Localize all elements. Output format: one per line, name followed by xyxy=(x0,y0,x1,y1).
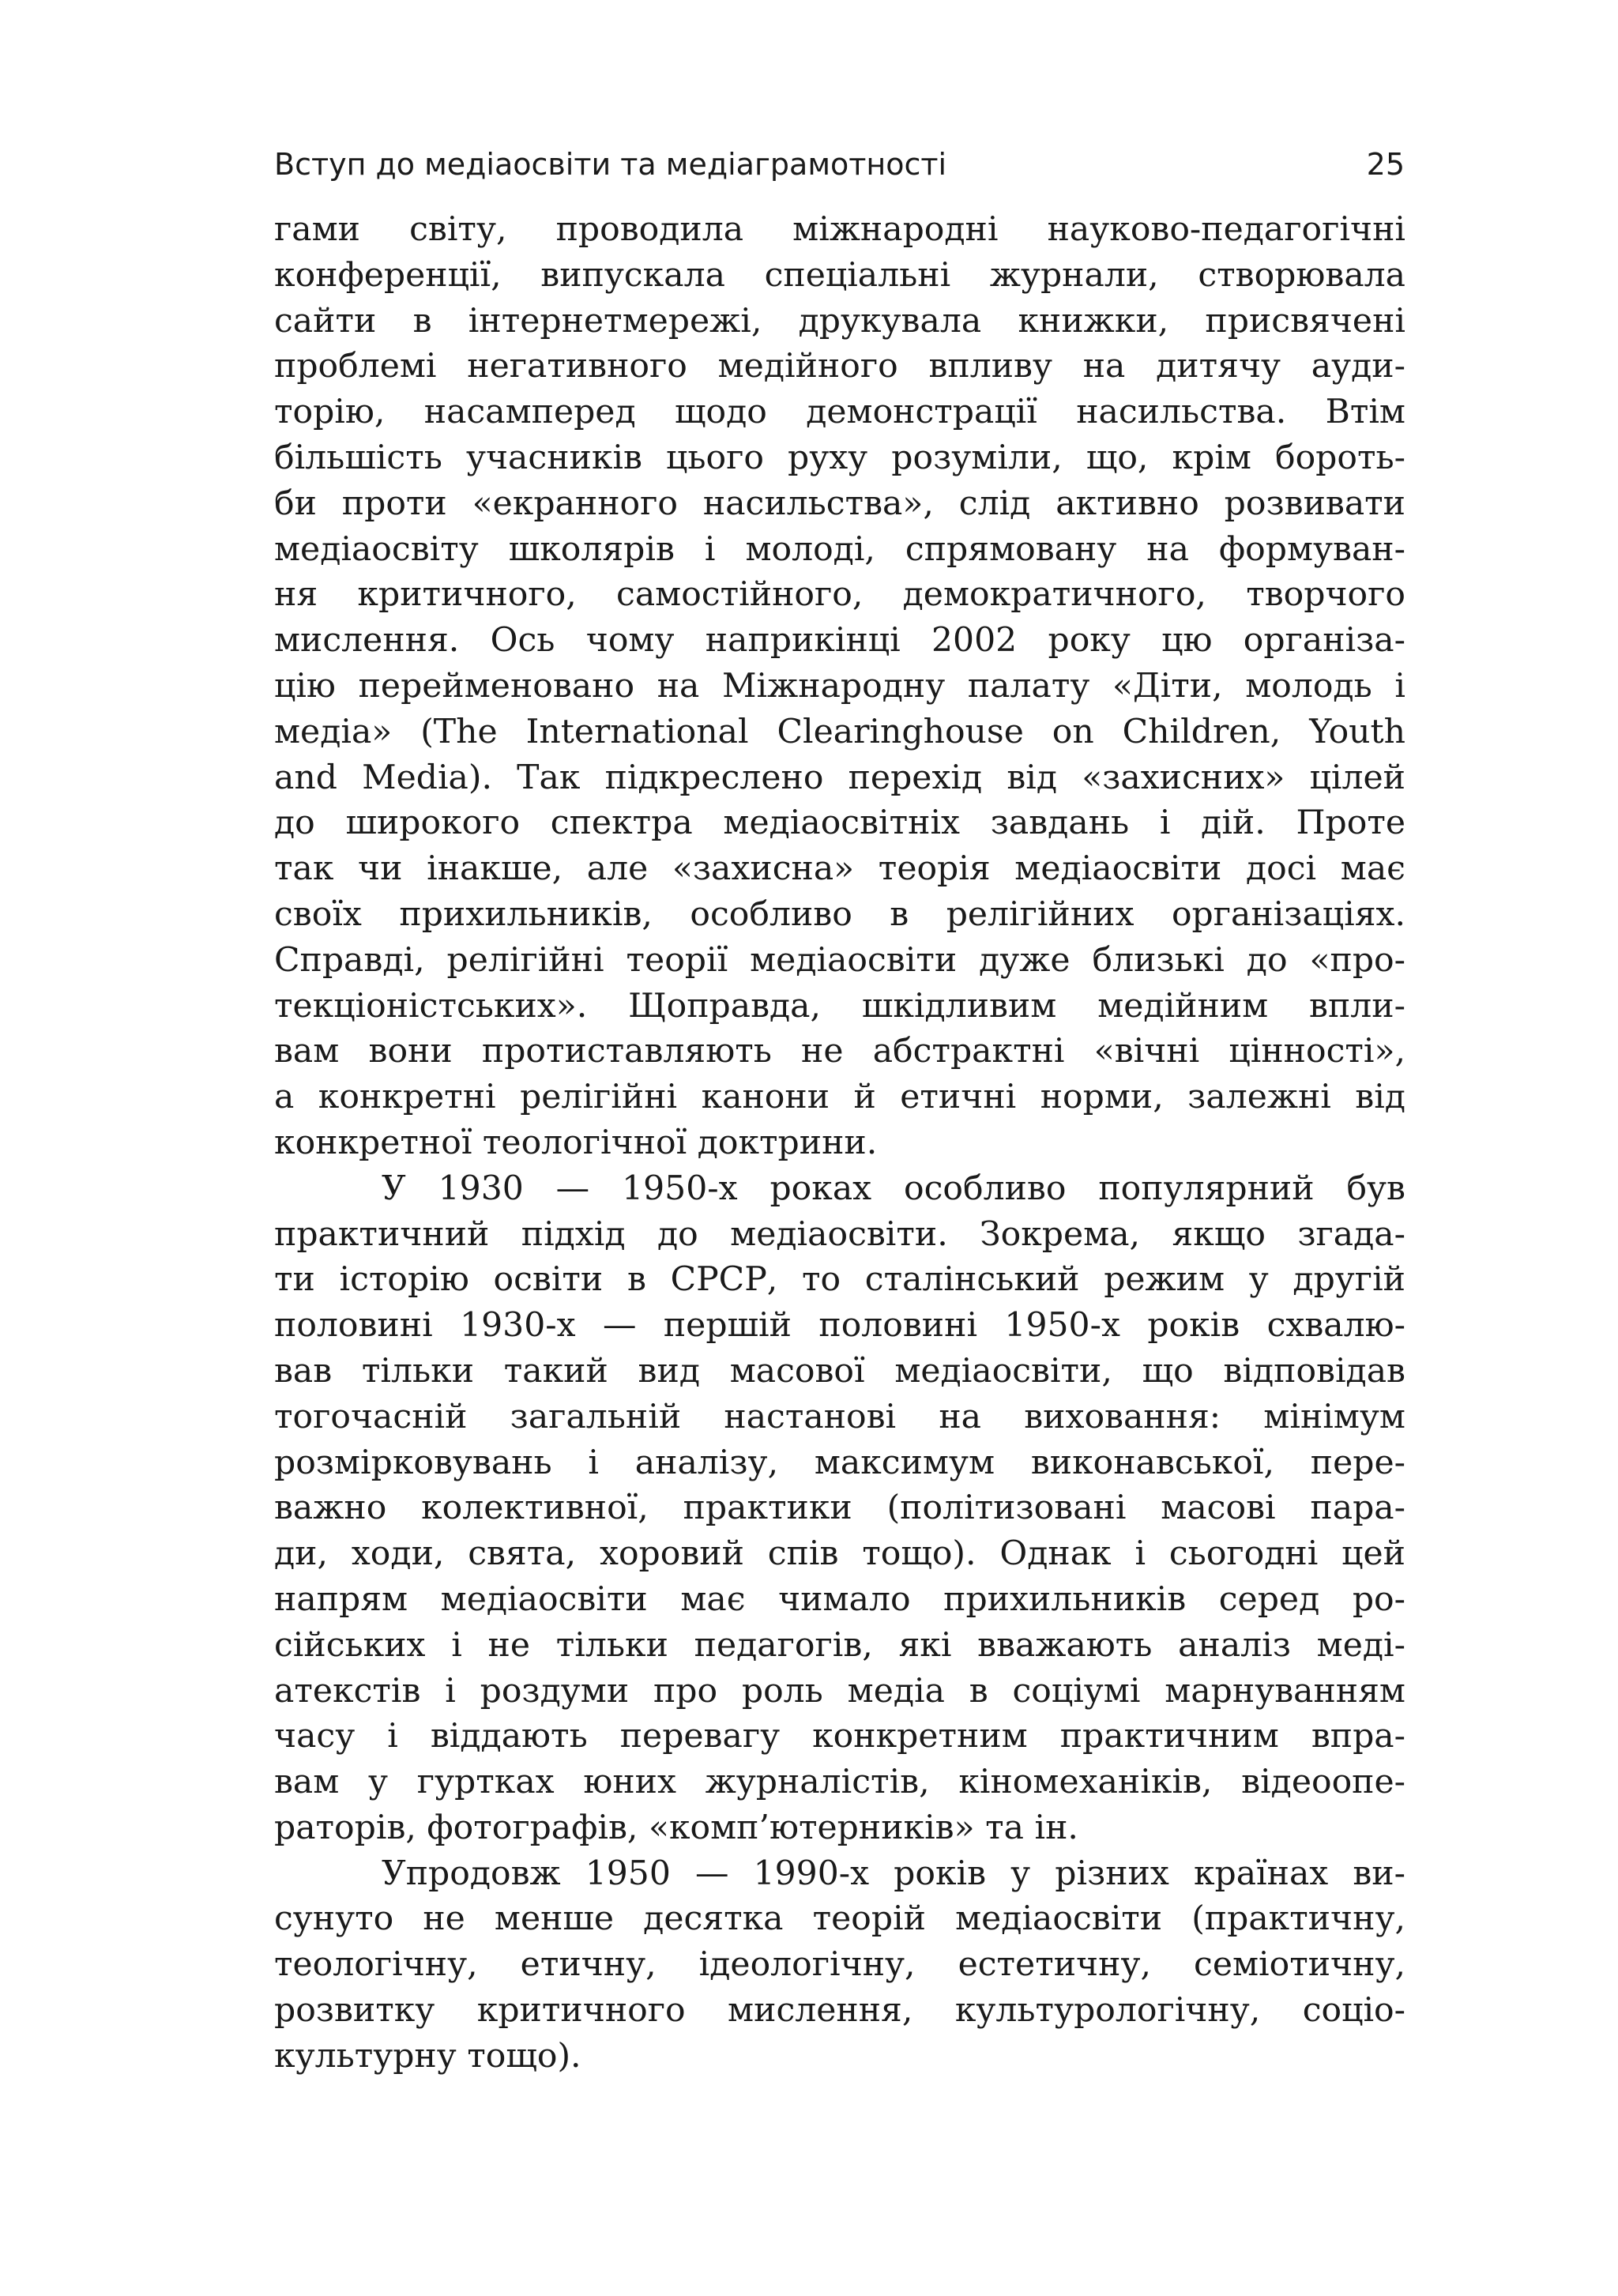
text-line: У 1930 — 1950-х роках особливо популярний був xyxy=(382,1169,1405,1208)
text-line: ди, ходи, свята, хоровий спів тощо). Однак і сьогодні цей xyxy=(274,1534,1405,1574)
paragraph xyxy=(274,207,1405,1166)
text-line: сунуто не менше десятка теорій медіаосвіти (практичну, xyxy=(274,1899,1405,1939)
text-line: теологічну, етичну, ідеологічну, естетичну, семіотичну, xyxy=(274,1945,1405,1985)
text-line: Справді, релігійні теорії медіаосвіти дуже близькі до «про- xyxy=(274,940,1405,980)
text-line: атекстів і роздуми про роль медіа в соціумі марнуванням xyxy=(274,1671,1405,1711)
text-line: до широкого спектра медіаосвітніх завдань і дій. Проте xyxy=(274,804,1405,843)
text-line: раторів, фотографів, «комп’ютерників» та ін. xyxy=(274,1808,1078,1847)
text-line: цію перейменовано на Міжнародну палату «Діти, молодь і xyxy=(274,666,1405,706)
body-text xyxy=(274,207,1405,2080)
text-line: медіа» (The International Clearinghouse on Children, Youth xyxy=(274,712,1405,751)
text-line: and Media). Так підкреслено перехід від «захисних» цілей xyxy=(274,758,1405,797)
text-line: важно колективної, практики (політизовані масові пара- xyxy=(274,1489,1405,1528)
text-line: тогочасній загальній настанові на виховання: мінімум xyxy=(274,1397,1405,1436)
page-number: 25 xyxy=(1366,147,1405,182)
text-line: сайти в інтернетмережі, друкувала книжки, присвячені xyxy=(274,301,1405,341)
text-line: практичний підхід до медіаосвіти. Зокрема, якщо згада- xyxy=(274,1214,1405,1254)
text-line: ти історію освіти в СРСР, то сталінський режим у другій xyxy=(274,1260,1405,1300)
paragraph xyxy=(274,1851,1405,2080)
text-line: вам вони протиставляють не абстрактні «вічні цінності», xyxy=(274,1032,1405,1071)
text-line: розмірковувань і аналізу, максимум виконавської, пере- xyxy=(274,1443,1405,1482)
running-header xyxy=(274,147,1405,194)
text-line: а конкретні релігійні канони й етичні норми, залежні від xyxy=(274,1078,1405,1117)
text-line: більшість учасників цього руху розуміли, що, крім бороть- xyxy=(274,438,1405,477)
text-line: своїх прихильників, особливо в релігійних організаціях. xyxy=(274,894,1405,934)
running-title: Вступ до медіаосвіти та медіаграмотності xyxy=(274,147,947,182)
text-line: часу і віддають перевагу конкретним практичним впра- xyxy=(274,1717,1405,1756)
text-line: вав тільки такий вид масової медіаосвіти, що відповідав xyxy=(274,1351,1405,1391)
text-line: мислення. Ось чому наприкінці 2002 року цю організа- xyxy=(274,621,1405,661)
text-line: гами світу, проводила міжнародні науково-педагогічні xyxy=(274,210,1405,249)
text-line: торію, насамперед щодо демонстрації насильства. Втім xyxy=(274,393,1405,432)
text-line: вам у гуртках юних журналістів, кіномеханіків, відеоопе- xyxy=(274,1763,1405,1802)
text-line: Упродовж 1950 — 1990-х років у різних країнах ви- xyxy=(382,1854,1405,1893)
text-line: конференції, випускала спеціальні журнали, створювала xyxy=(274,255,1405,295)
text-line: половині 1930-х — першій половині 1950-х років схвалю- xyxy=(274,1306,1405,1346)
text-line: би проти «екранного насильства», слід активно розвивати xyxy=(274,484,1405,523)
text-line: проблемі негативного медійного впливу на дитячу ауди- xyxy=(274,347,1405,386)
text-line: ня критичного, самостійного, демократичного, творчого xyxy=(274,575,1405,615)
text-line: так чи інакше, але «захисна» теорія медіаосвіти досі має xyxy=(274,849,1405,889)
text-line: розвитку критичного мислення, культурологічну, соціо- xyxy=(274,1991,1405,2031)
text-line: культурну тощо). xyxy=(274,2036,581,2076)
text-line: сійських і не тільки педагогів, які вважають аналіз меді- xyxy=(274,1625,1405,1665)
text-line: текціоністських». Щоправда, шкідливим медійним впли- xyxy=(274,986,1405,1026)
text-line: напрям медіаосвіти має чимало прихильників серед ро- xyxy=(274,1579,1405,1619)
paragraph xyxy=(274,1166,1405,1851)
text-line: медіаосвіту школярів і молоді, спрямовану на формуван- xyxy=(274,529,1405,569)
text-line: конкретної теологічної доктрини. xyxy=(274,1123,878,1162)
